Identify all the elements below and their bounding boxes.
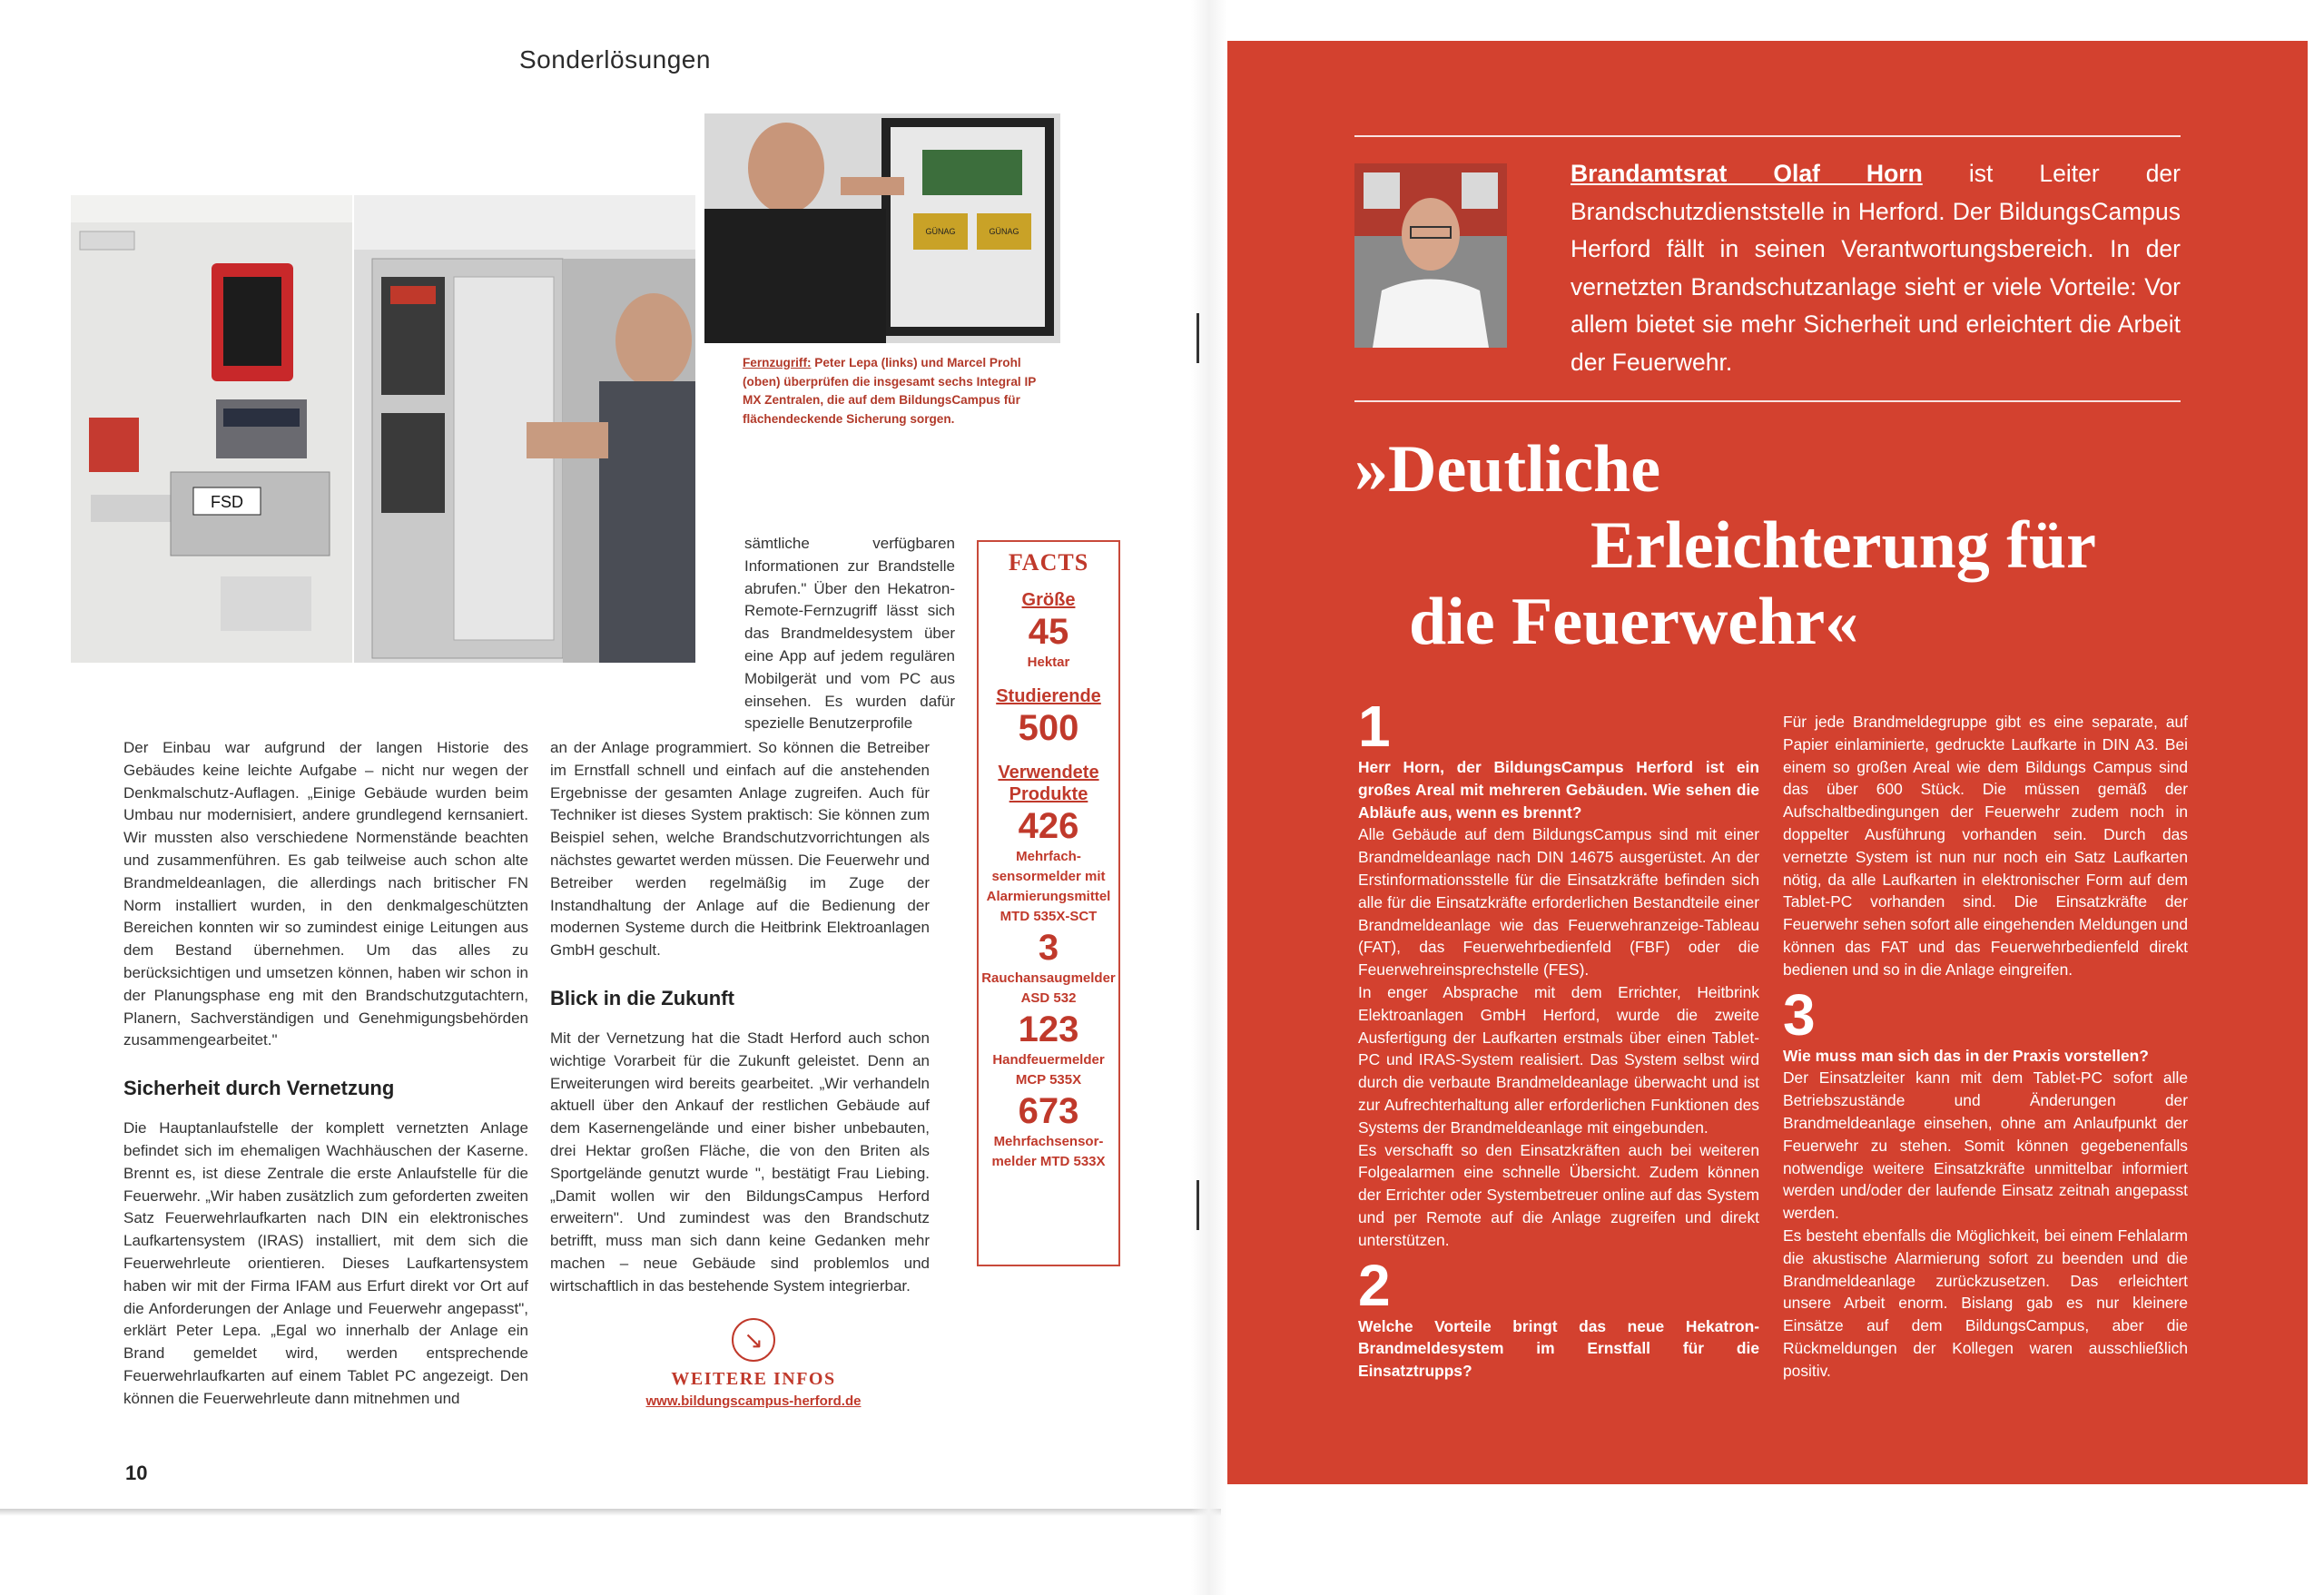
headline-line-1: »Deutliche bbox=[1354, 432, 1661, 507]
fact-studierende-label: Studierende bbox=[996, 686, 1101, 706]
fact-groesse-unit: Hektar bbox=[1027, 655, 1070, 670]
answer-2: Für jede Brandmeldegruppe gibt es eine separate, auf Papier einlaminierte, gedruckte Laufkarte in DIN A3. Bei einem so großen Areal wie dem Bildungs Campus sind das über 600 Stück. Die müssen gemäß der Aufschaltbedingungen der Feuerwehr zudem noch in doppelter Ausführung vorhanden sein. Durch das vernetzte System ist nun nur noch ein Satz Laufkarten nötig, da alle Laufkarten in elektronischer Form auf dem Tablet-PC vorhanden sind. Die Einsatzkräfte der Feuerwehr sehen sofort alle eingehenden Meldungen und können das FAT und das Feuerwehrbedienfeld direkt bedienen und so in die Anlage eingreifen. bbox=[1783, 713, 2188, 979]
fact-produkte-label: Verwendete Produkte bbox=[998, 763, 1099, 804]
intro-text bbox=[1571, 155, 2181, 381]
fact-produkte bbox=[979, 762, 1118, 1172]
divider-top bbox=[1354, 135, 2181, 137]
interview-column-2 bbox=[1783, 711, 2188, 1383]
column-1 bbox=[123, 737, 528, 1411]
fact-studierende bbox=[979, 685, 1118, 749]
fact-product-4-unit: Mehrfachsensor-melder MTD 533X bbox=[991, 1134, 1106, 1169]
question-1: Herr Horn, der BildungsCampus Herford ist ein großes Areal mit mehreren Gebäuden. Wie sehen die Abläufe aus, wenn es brennt? bbox=[1358, 758, 1759, 822]
fact-studierende-number: 500 bbox=[1018, 708, 1079, 748]
facts-title: FACTS bbox=[1008, 549, 1089, 576]
fact-product-2-unit: Rauchansaugmelder ASD 532 bbox=[981, 970, 1116, 1006]
section-title: Sonderlösungen bbox=[519, 45, 711, 74]
fact-product-1-unit: Mehrfach-sensormelder mit Alarmierungsmittel MTD 535X-SCT bbox=[986, 849, 1111, 924]
fact-groesse-number: 45 bbox=[1028, 612, 1069, 652]
column-1-paragraph-2: Die Hauptanlaufstelle der komplett vernetzten Anlage befindet sich im ehemaligen Wachhäuschen der Kaserne. Brennt es, ist diese Zentrale die erste Anlaufstelle für die Feuerwehr. „Wir haben zusätzlich zum geforderten zweiten Satz Feuerwehrlaufkarten nach DIN ein elektronisches Laufkartensystem (IRAS) installiert, mit dem sich die Feuerwehrleute orientieren. Dieses Laufkartensystem haben wir mit der Firma IFAM aus Erfurt direkt vor Ort auf die Anforderungen der Anlage und Feuerwehr angepasst", erklärt Peter Lepa. „Egal wo innerhalb der Anlage ein Brand gemeldet wird, werden entsprechende Feuerwehrlaufkarten auf einem Tablet PC angezeigt. Den können die Feuerwehrleute dann mitnehmen und bbox=[123, 1119, 528, 1407]
gutter bbox=[1191, 0, 1227, 1595]
question-1-number: 1 bbox=[1358, 694, 1391, 759]
heading-sicherheit: Sicherheit durch Vernetzung bbox=[123, 1077, 395, 1100]
box-label-2: GÜNAG bbox=[989, 227, 1019, 236]
column-2 bbox=[550, 737, 930, 1298]
column-1-paragraph-1: Der Einbau war aufgrund der langen Historie des Gebäudes keine leichte Aufgabe – nicht nur wegen der Denkmalschutz-Auflagen. „Einige Gebäude wurden beim Umbau nur modernisiert, andere grundlegend kernsaniert. Wir mussten also verschiedene Normenstände beachten und zusammenführen. Es gab teilweise auch schon alte Brandmeldeanlagen, die allerdings nach britischer FN Norm installiert wurden, in den denkmalgeschützten Bereichen konnten wir so zumindest einige Leitungen aus dem Bestand übernehmen. Um das alles zu berücksichtigen und umsetzen können, haben wir schon in der Planungsphase eng mit den Brandschutzgutachtern, Planern, Sachverständigen und Genehmigungsbehörden zusammengearbeitet." bbox=[123, 739, 528, 1049]
intro-body: ist Leiter der Brandschutzdienststelle in Herford. Der BildungsCampus Herford fällt in seinen Verantwortungsbereich. In der vernetzten Brandschutzanlage sieht er viele Vorteile: Vor allem bietet sie mehr Sicherheit und erleichtert die Arbeit der Feuerwehr. bbox=[1571, 160, 2181, 376]
column-2-paragraph-2: Mit der Vernetzung hat die Stadt Herford auch schon wichtige Vorarbeit für die Zukunft geleistet. Denn an Erweiterungen wird bereits gearbeitet. „Wir verhandeln aktuell über den Ankauf der restlichen Gebäude auf dem Kasernengelände und einer bisher unbebauten, drei Hektar großen Fläche, die von den Briten als Sportgelände genutzt wurde ", bestätigt Frau Liebing. „Damit wollen wir den BildungsCampus Herford erweitern". Und zumindest was den Brandschutz betrifft, muss man sich dann keine Gedanken mehr machen – neue Gebäude sind problemlos und wirtschaftlich in das bestehende System integrierbar. bbox=[550, 1029, 930, 1295]
caption-text: Peter Lepa (links) und Marcel Prohl (oben) überprüfen die insgesamt sechs Integral IP MX Zentralen, die auf dem BildungsCampus für flächendeckende Sicherung sorgen. bbox=[743, 356, 1037, 426]
headline bbox=[1354, 431, 2208, 660]
page-bottom-shadow bbox=[0, 1509, 1221, 1516]
weitere-infos-title: WEITERE INFOS bbox=[671, 1369, 836, 1389]
staple-top bbox=[1196, 313, 1199, 363]
portrait-olaf-horn bbox=[1354, 163, 1507, 348]
answer-1: Alle Gebäude auf dem BildungsCampus sind mit einer Brandmeldeanlage nach DIN 14675 ausgerüstet. An der Erstinformationsstelle für die Einsatzkräfte befinden sich alle für die Einsatzkräfte erforderlichen Bestandteile einer Brandmeldeanlage wie das Feuerwehranzeige-Tableau (FAT), das Feuerwehrbedienfeld (FBF) oder die Feuerwehreinsprechstelle (FES). bbox=[1358, 825, 1759, 980]
divider-bottom bbox=[1354, 400, 2181, 402]
answer-3b: Es besteht ebenfalls die Möglichkeit, bei einem Fehlalarm die akustische Alarmierung sofort zu beenden und die Brandmeldeanlage zurückzusetzen. Das erleichtert unsere Arbeit enorm. Bislang gab es nur kleinere Einsätze auf dem BildungsCampus, aber die Rückmeldungen der Kollegen waren ausschließlich positiv. bbox=[1783, 1226, 2188, 1380]
box-label-1: GÜNAG bbox=[925, 227, 956, 236]
question-2-number: 2 bbox=[1358, 1252, 1391, 1318]
question-3: Wie muss man sich das in der Praxis vorstellen? bbox=[1783, 1046, 2149, 1065]
column-2-top bbox=[744, 533, 955, 735]
interview-column-1 bbox=[1358, 696, 1759, 1383]
answer-1b: In enger Absprache mit dem Errichter, Heitbrink Elektroanlagen GmbH Herford, wurde die zweite Ausfertigung der Laufkarten erstmals über einen Tablet-PC und IRAS-System realisiert. Das System selbst wird durch die verbaute Brandmeldeanlage überwacht und ist zur Aufrechterhaltung aller erforderlichen Funktionen des Systems der Brandmeldeanlage mit eingebunden. bbox=[1358, 982, 1759, 1137]
staple-bottom bbox=[1196, 1180, 1199, 1230]
question-2: Welche Vorteile bringt das neue Hekatron-Brandmeldesystem im Ernstfall für die Einsatztrupps? bbox=[1358, 1316, 1759, 1381]
photo-caption bbox=[743, 354, 1042, 428]
fsd-sign-text: FSD bbox=[211, 493, 243, 511]
fact-product-3-number: 123 bbox=[1018, 1009, 1079, 1049]
page-number: 10 bbox=[125, 1462, 148, 1484]
fact-groesse-label: Größe bbox=[1021, 590, 1076, 610]
weitere-infos-link[interactable]: www.bildungscampus-herford.de bbox=[645, 1393, 862, 1409]
right-page bbox=[1227, 41, 2308, 1484]
photo-integral-zentralen bbox=[704, 113, 1060, 343]
fact-product-1-number: 426 bbox=[1018, 806, 1079, 846]
photo-fire-panels bbox=[71, 195, 352, 663]
headline-line-3: die Feuerwehr« bbox=[1409, 585, 1859, 659]
fact-product-4-number: 673 bbox=[1018, 1091, 1079, 1131]
arrow-circle-icon: ↘ bbox=[732, 1318, 775, 1362]
fact-product-3-unit: Handfeuermelder MCP 535X bbox=[992, 1052, 1105, 1088]
fact-groesse bbox=[979, 589, 1118, 673]
question-3-number: 3 bbox=[1783, 981, 1816, 1048]
headline-line-2: Erleichterung für bbox=[1590, 508, 2096, 583]
intro-name: Brandamtsrat Olaf Horn bbox=[1571, 160, 1923, 187]
answer-1c: Es verschafft so den Einsatzkräften auch bei weiteren Folgealarmen eine schnelle Übersicht. Zudem können der Errichter oder Systembetreuer online auf das System und per Remote auf die Anlage zugreifen und direkt unterstützen. bbox=[1358, 1140, 1759, 1249]
weitere-infos bbox=[640, 1318, 867, 1409]
photo-technician-cabinet bbox=[354, 195, 695, 663]
answer-3: Der Einsatzleiter kann mit dem Tablet-PC sofort alle Betriebszustände und Änderungen der Brandmeldeanlage einsehen, ohne am Anlaufpunkt der Feuerwehr zu stehen. Somit können gegebenenfalls notwendige weitere Einsatzkräfte unmittelbar informiert werden und/oder der laufende Einsatz zeitnah angepasst werden. bbox=[1783, 1068, 2188, 1223]
facts-box bbox=[977, 540, 1120, 1266]
caption-lead: Fernzugriff: bbox=[743, 356, 812, 369]
column-2-top-text: sämtliche verfügbaren Informationen zur Brandstelle abrufen." Über den Hekatron-Remote-Fernzugriff lässt sich das Brandmeldesystem über eine App auf jedem regulären Mobilgerät und vom PC aus einsehen. Es wurden dafür spezielle Benutzerprofile bbox=[744, 535, 955, 733]
column-2-paragraph-1: an der Anlage programmiert. So können die Betreiber im Ernstfall schnell und einfach auf die anstehenden Ergebnisse der gesamten Anlage zugreifen. Auch für Techniker ist dieses System praktisch: Sie können zum Beispiel sehen, welche Brandschutzvorrichtungen als nächstes gewartet werden müssen. Die Feuerwehr und Betreiber werden regelmäßig im Zuge der Instandhaltung der Anlage auf die Bedienung der modernen Systeme durch die Heitbrink Elektroanlagen GmbH geschult. bbox=[550, 739, 930, 960]
fact-product-2-number: 3 bbox=[1038, 928, 1059, 968]
heading-zukunft: Blick in die Zukunft bbox=[550, 986, 734, 1009]
